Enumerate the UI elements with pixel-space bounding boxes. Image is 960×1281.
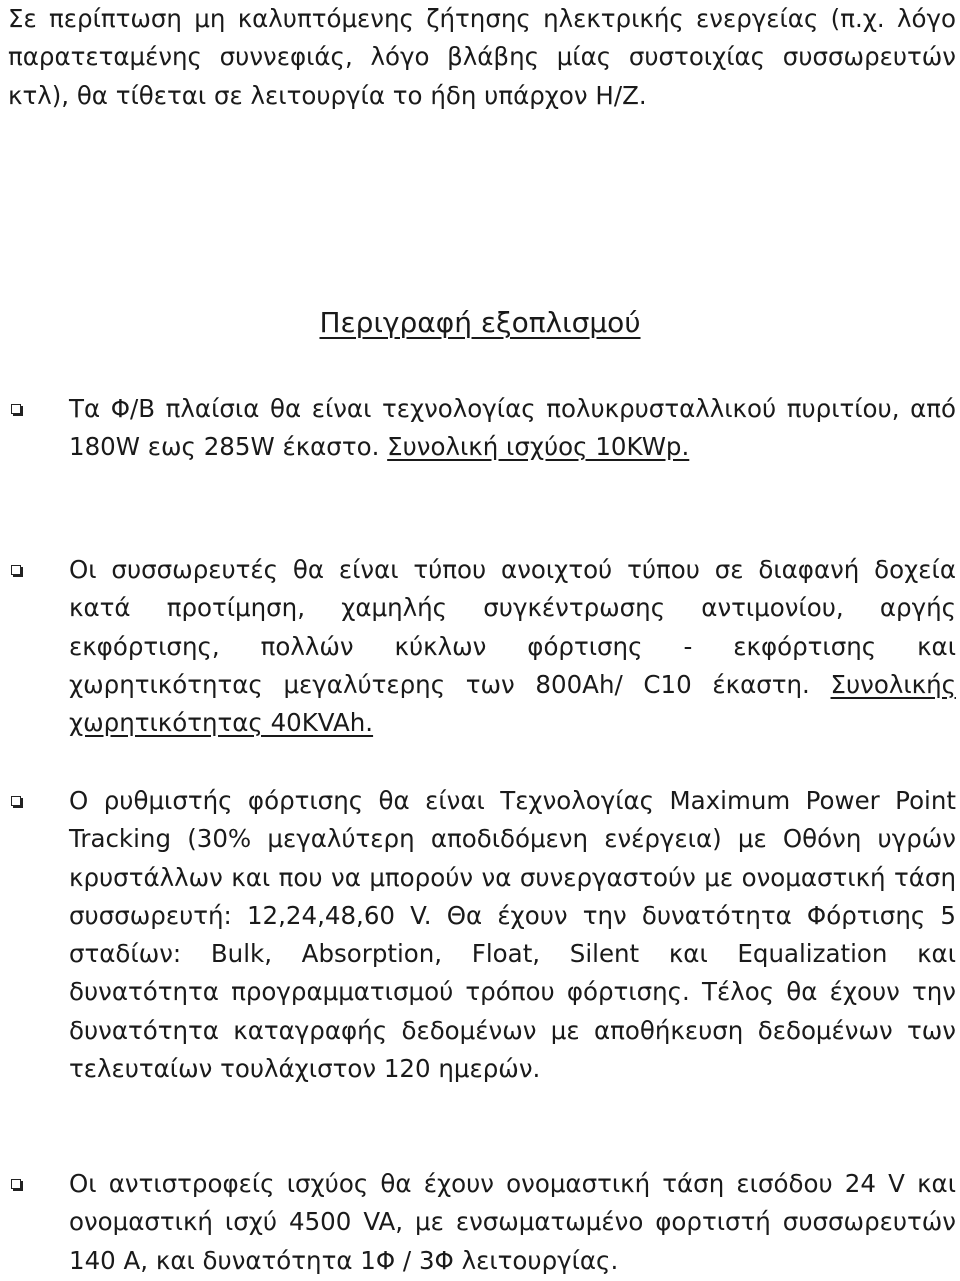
bullet-underlined-text: Συνολική ισχύος 10KWp. [387, 432, 690, 462]
section-heading [0, 302, 960, 344]
checkbox-bullet-icon [11, 404, 21, 414]
bullet-text [69, 551, 956, 742]
bullet-body: Οι αντιστροφείς ισχύος θα έχουν ονομαστική τάση εισόδου 24 V και ονομαστική ισχύ 4500 VA, με ενσωματωμένο φορτιστή συσσωρευτών 140 A, και δυνατότητα 1Φ / 3Φ λειτουργίας. [69, 1169, 956, 1275]
bullet-underlined-text: Συνολικής χωρητικότητας 40KVAh. [69, 669, 956, 738]
bullet-body: Ο ρυθμιστής φόρτισης θα είναι Τεχνολογίας Maximum Power Point Tracking (30% μεγαλύτερη αποδιδόμενη ενέργεια) με Οθόνη υγρών κρυστάλλων και που να μπορούν να συνεργαστούν με ονομαστική τάση συσσωρευτή: 12,24,48,60 V. Θα έχουν την δυνατότητα Φόρτισης 5 σταδίων: Bulk, Absorption, Float, Silent και Equalization και δυνατότητα προγραμματισμού τρόπου φόρτισης. Τέλος θα έχουν την δυνατότητα καταγραφής δεδομένων με αποθήκευση δεδομένων των τελευταίων τουλάχιστον 120 ημερών. [69, 786, 956, 1084]
checkbox-bullet-icon [11, 796, 21, 806]
checkbox-bullet-icon [11, 565, 21, 575]
bullet-text [69, 390, 956, 467]
intro-paragraph: Σε περίπτωση μη καλυπτόμενης ζήτησης ηλεκτρικής ενεργείας (π.χ. λόγο παρατεταμένης συννεφιάς, λόγο βλάβης μίας συστοιχίας συσσωρευτών κτλ), θα τίθεται σε λειτουργία το ήδη υπάρχον Η/Ζ. [8, 4, 956, 110]
bullet-body: Οι συσσωρευτές θα είναι τύπου ανοιχτού τύπου σε διαφανή δοχεία κατά προτίμηση, χαμηλής συγκέντρωσης αντιμονίου, αργής εκφόρτισης, πολλών κύκλων φόρτισης - εκφόρτισης και χωρητικότητας μεγαλύτερης των 800Ah/ C10 έκαστη. [69, 555, 956, 699]
bullet-body: Τα Φ/Β πλαίσια θα είναι τεχνολογίας πολυκρυσταλλικού πυριτίου, από 180W εως 285W έκαστο. [69, 394, 956, 462]
bullet-text [69, 1165, 956, 1280]
section-heading-text: Περιγραφή εξοπλισμού [319, 306, 641, 339]
bullet-text [69, 782, 956, 1088]
checkbox-bullet-icon [11, 1179, 21, 1189]
